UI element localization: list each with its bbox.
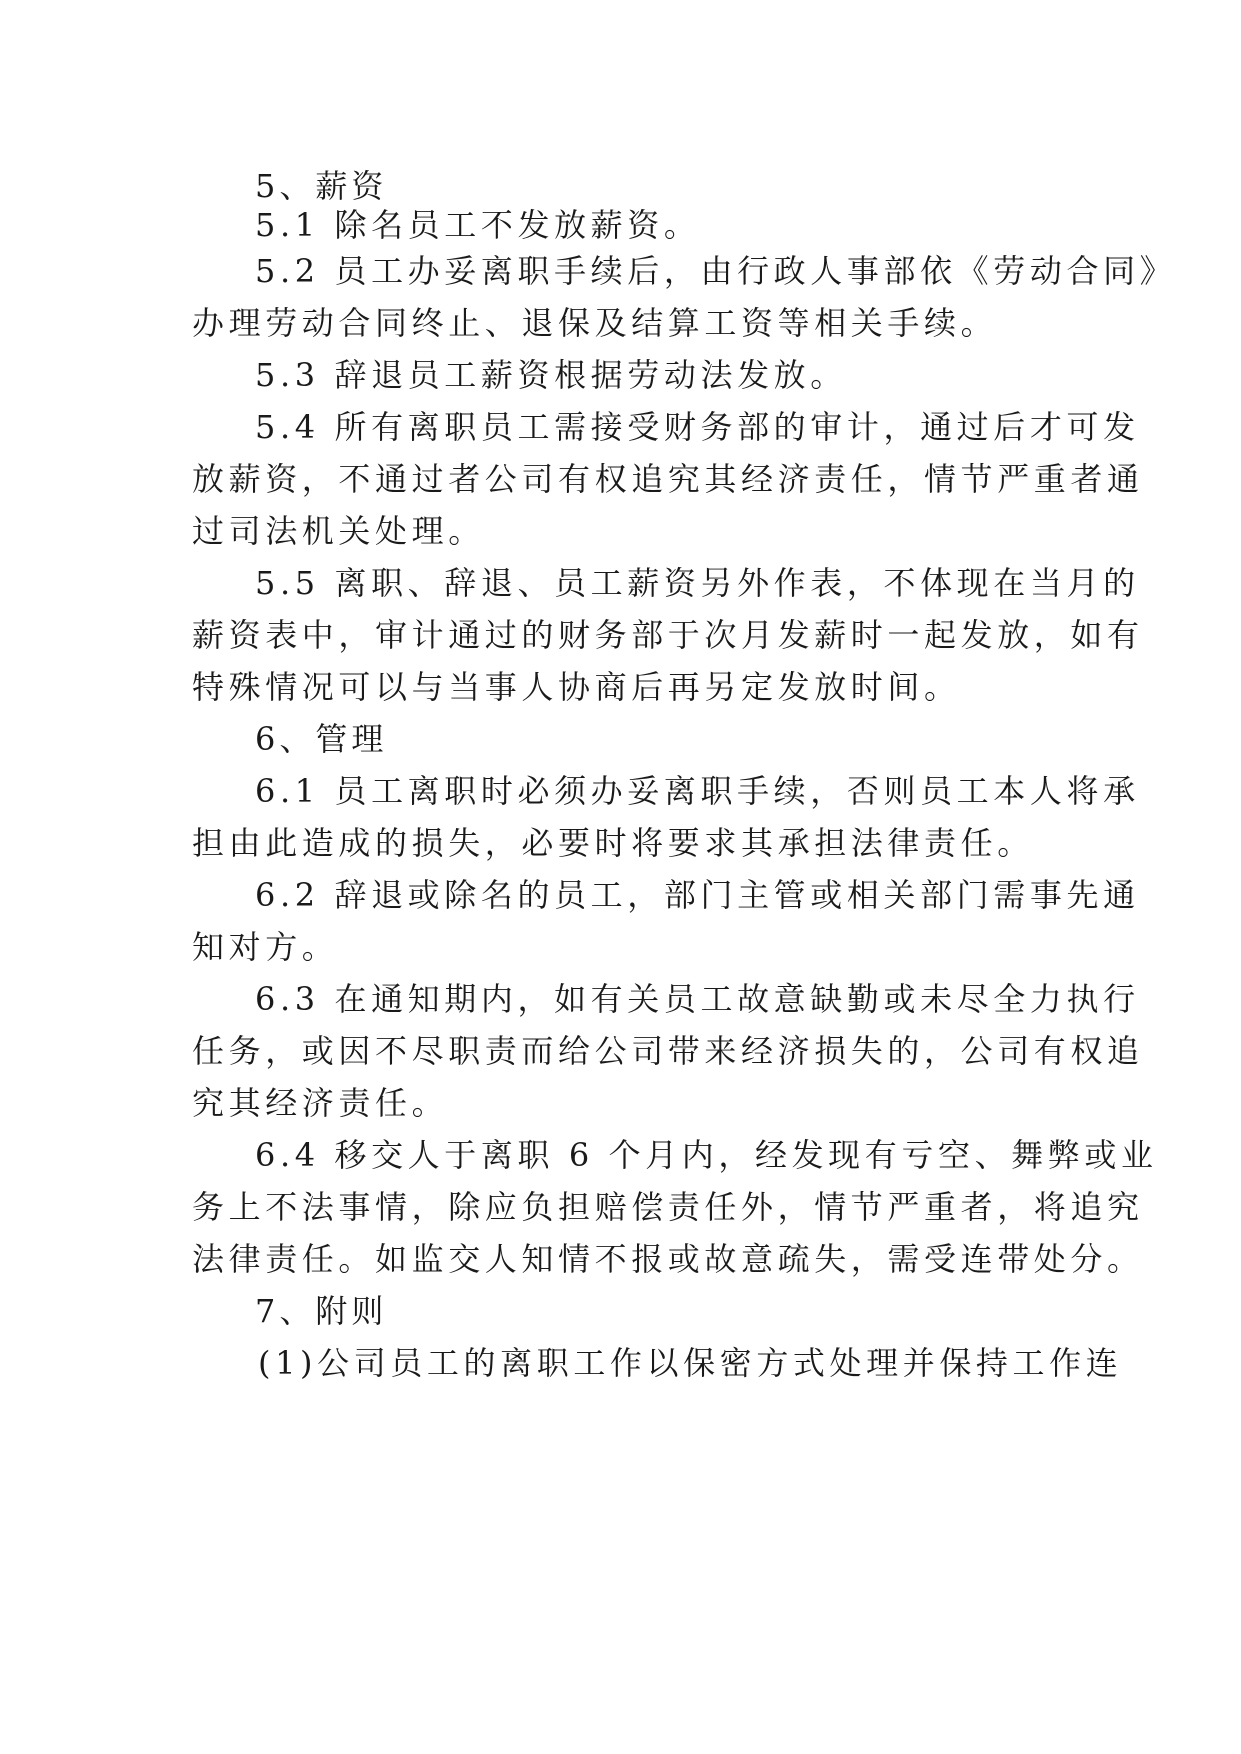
clause-5-5-line-3: 特殊情况可以与当事人协商后再另定发放时间。 xyxy=(192,668,961,706)
clause-5-5-line-2: 薪资表中，审计通过的财务部于次月发薪时一起发放，如有 xyxy=(192,616,1144,654)
clause-6-3-line-1: 6.3 在通知期内，如有关员工故意缺勤或未尽全力执行 xyxy=(255,980,1140,1018)
clause-5-4-line-1: 5.4 所有离职员工需接受财务部的审计，通过后才可发 xyxy=(255,408,1140,446)
clause-5-3: 5.3 辞退员工薪资根据劳动法发放。 xyxy=(255,356,847,394)
section-heading-6: 6、管理 xyxy=(255,720,388,758)
clause-5-1: 5.1 除名员工不发放薪资。 xyxy=(255,206,701,244)
clause-6-4-line-2: 务上不法事情，除应负担赔偿责任外，情节严重者，将追究 xyxy=(192,1188,1144,1226)
clause-6-4-line-3: 法律责任。如监交人知情不报或故意疏失，需受连带处分。 xyxy=(192,1240,1144,1278)
clause-6-3-line-2: 任务，或因不尽职责而给公司带来经济损失的，公司有权追 xyxy=(192,1032,1144,1070)
clause-5-4-line-3: 过司法机关处理。 xyxy=(192,512,485,550)
clause-5-5-line-1: 5.5 离职、辞退、员工薪资另外作表，不体现在当月的 xyxy=(255,564,1140,602)
clause-6-1-line-2: 担由此造成的损失，必要时将要求其承担法律责任。 xyxy=(192,824,1034,862)
section-heading-7: 7、附则 xyxy=(255,1292,388,1330)
clause-6-2-line-2: 知对方。 xyxy=(192,928,339,966)
clause-6-1-line-1: 6.1 员工离职时必须办妥离职手续，否则员工本人将承 xyxy=(255,772,1140,810)
clause-5-2-line-1: 5.2 员工办妥离职手续后，由行政人事部依《劳动合同》 xyxy=(255,252,1177,290)
section-heading-5: 5、薪资 xyxy=(255,167,388,205)
clause-6-2-line-1: 6.2 辞退或除名的员工，部门主管或相关部门需事先通 xyxy=(255,876,1140,914)
clause-6-4-line-1: 6.4 移交人于离职 6 个月内，经发现有亏空、舞弊或业 xyxy=(255,1136,1158,1174)
clause-7-1-line-1: (1)公司员工的离职工作以保密方式处理并保持工作连 xyxy=(258,1344,1123,1382)
clause-6-3-line-3: 究其经济责任。 xyxy=(192,1084,449,1122)
clause-5-2-line-2: 办理劳动合同终止、退保及结算工资等相关手续。 xyxy=(192,304,998,342)
clause-5-4-line-2: 放薪资，不通过者公司有权追究其经济责任，情节严重者通 xyxy=(192,460,1144,498)
